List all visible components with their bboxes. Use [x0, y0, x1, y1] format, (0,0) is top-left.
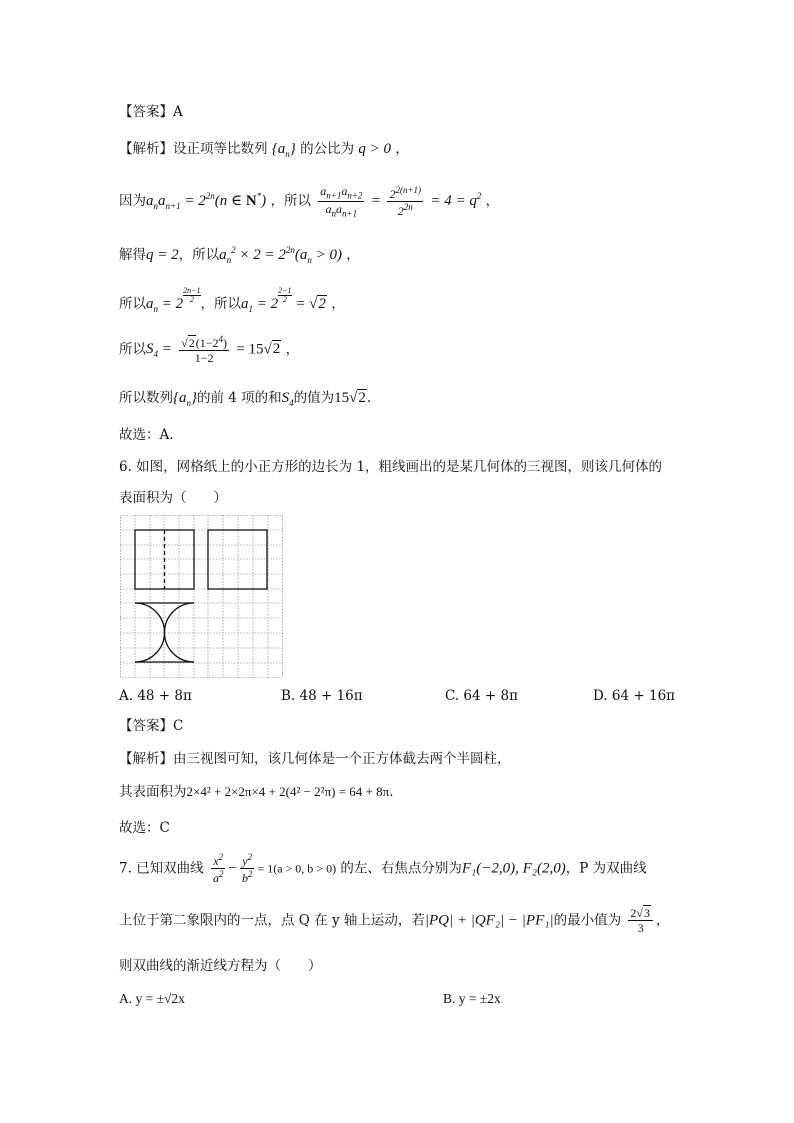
a1-equation: $a_1 = 2$ $\frac{2-1}{2} = √2$ [241, 286, 326, 314]
q7-line2: 上位于第二象限内的一点，点 Q 在 y 轴上运动，若|PQ| + |QF₂| − |PF₁|的最小值为 $\frac{2√3}{3}$ ， [119, 906, 670, 936]
q5-answer: 【答案】A [119, 104, 183, 120]
sum-s4: $S_4$ [281, 390, 294, 408]
s4-prefix: 所以 [119, 341, 146, 358]
solve-text: 解得 [119, 247, 146, 263]
foci-coordinates: F₁(−2,0), F₂(2,0) [461, 860, 566, 877]
q6-question-line2: 表面积为（ ） [119, 490, 227, 506]
solve-q: q = 2 [146, 247, 179, 263]
q6-option-b: B. 48 + 16π [281, 688, 363, 704]
q7-prefix: 7. 已知双曲线 [119, 860, 204, 877]
an-prefix: 所以 [119, 296, 146, 312]
line2-condition: $a_na_{n+1} = 2^{2n}(n$ ∈ N*) [146, 191, 267, 212]
q6-surface-line: 其表面积为2×4² + 2×2π×4 + 2(4² − 2²π) = 64 + 8π. [119, 784, 394, 800]
s4-lhs: $S_4$ = [146, 341, 172, 360]
q5-line5: 所以$S_4$ = $\frac{√2(1-2^4)}{1-2}$ = 15√2 ， [119, 334, 300, 366]
ratio-fraction: $\frac{a_{n+1}a_{n+2}}{a_na_{n+1}}$ [320, 184, 363, 219]
sum-value: 15√2 [334, 390, 366, 406]
sum-text2: 的前 4 项的和 [197, 390, 282, 406]
q5-line3: 解得q = 2，所以$a_n^2 \times 2 = 2^{2n}(a_n > 0)$ ， [119, 245, 360, 265]
analysis-label: 【解析】 [119, 141, 173, 157]
q5-line6: 所以数列$\{a_n\}$的前 4 项的和$S_4$的值为15√2. [119, 390, 372, 408]
q7-option-b: B. y = ±2x [443, 991, 501, 1006]
a1-prefix: ，所以 [200, 296, 242, 312]
distance-expression: |PQ| + |QF₂| − |PF₁| [424, 912, 554, 929]
q5-analysis-line: 【解析】设正项等比数列 $\{a_n\}$ 的公比为 q > 0 ， [119, 141, 409, 159]
solve-equation: $a_n^2 \times 2 = 2^{2n}(a_n > 0)$ [219, 245, 342, 265]
side-view-square [208, 530, 267, 589]
so-text: 所以 [283, 193, 311, 210]
sum-text3: 的值为 [293, 390, 335, 406]
an-equation: $a_n = 2$ $\frac{2n-1}{2}$ [146, 286, 201, 314]
q6-question-line1: 6. 如图，网格纸上的小正方形的边长为 1，粗线画出的是某几何体的三视图，则该几何体的 [119, 459, 663, 475]
q6-analysis: 【解析】由三视图可知，该几何体是一个正方体截去两个半圆柱， [119, 751, 511, 767]
q6-option-a: A. 48 + 8π [119, 688, 192, 704]
q6-choose: 故选：C [119, 820, 170, 836]
min-value-fraction: $\frac{2√3}{3}$ [628, 906, 653, 936]
s4-result: = 15√2 [236, 341, 281, 358]
q6-answer: 【答案】C [119, 718, 184, 734]
sum-sequence: $\{a_n\}$ [173, 390, 197, 408]
q7-tail-text: ，P 为双曲线 [565, 860, 647, 877]
q5-line2: 因为$a_na_{n+1} = 2^{2n}(n$ ∈ N*) ，所以 $\frac{a_{n+1}a_{n+2}}{a_na_{n+1}}$ = $\frac{2^{2(n+1)}}{2^{2n}}$ = $4 = q^2$ ， [119, 184, 500, 219]
surface-text: 其表面积为 [119, 784, 187, 800]
because-text: 因为 [119, 193, 146, 210]
q6-option-d: D. 64 + 16π [593, 688, 676, 704]
grid-lines [120, 515, 283, 678]
analysis-text: 设正项等比数列 [173, 141, 268, 157]
q7-line2-text: 上位于第二象限内的一点，点 Q 在 y 轴上运动，若 [119, 912, 425, 929]
y-fraction: $\frac{y^2}{b^2}$ [241, 852, 253, 886]
sum-text1: 所以数列 [119, 390, 173, 406]
q7-option-a: A. y = ±√2x [119, 991, 185, 1006]
power-fraction: $\frac{2^{2(n+1)}}{2^{2n}}$ [389, 184, 422, 219]
ratio-condition: q > 0 [358, 141, 392, 157]
ratio-result: = $4 = q^2$ [430, 191, 482, 210]
s4-fraction: $\frac{√2(1-2^4)}{1-2}$ [181, 334, 228, 366]
hyperbola-condition: = 1(a > 0, b > 0) [257, 861, 337, 876]
surface-equation: 2×4² + 2×2π×4 + 2(4² − 2²π) = 64 + 8π [186, 784, 390, 799]
q7-line2-mid: 的最小值为 [553, 912, 622, 929]
solve-so: ，所以 [178, 247, 220, 263]
ratio-text: 的公比为 [300, 141, 355, 157]
q7-line3: 则双曲线的渐近线方程为（ ） [119, 958, 322, 974]
x-fraction: $\frac{x^2}{a^2}$ [212, 852, 224, 886]
sequence-symbol: $\{a_n\}$ [271, 141, 296, 159]
three-view-grid-figure [120, 515, 283, 678]
q5-line4: 所以$a_n = 2$ $\frac{2n-1}{2}$，所以$a_1 = 2$ $\frac{2-1}{2} = √2$ ， [119, 286, 345, 314]
q6-option-c: C. 64 + 8π [445, 688, 518, 704]
q5-choose: 故选：A. [119, 427, 174, 443]
q7-mid-text: 的左、右焦点分别为 [340, 860, 462, 877]
q7-line1: 7. 已知双曲线 $\frac{x^2}{a^2}$ − $\frac{y^2}{b^2}$ = 1(a > 0, b > 0) 的左、右焦点分别为F₁(−2,0), F₂(2,0)，P 为双曲线 [119, 852, 647, 886]
